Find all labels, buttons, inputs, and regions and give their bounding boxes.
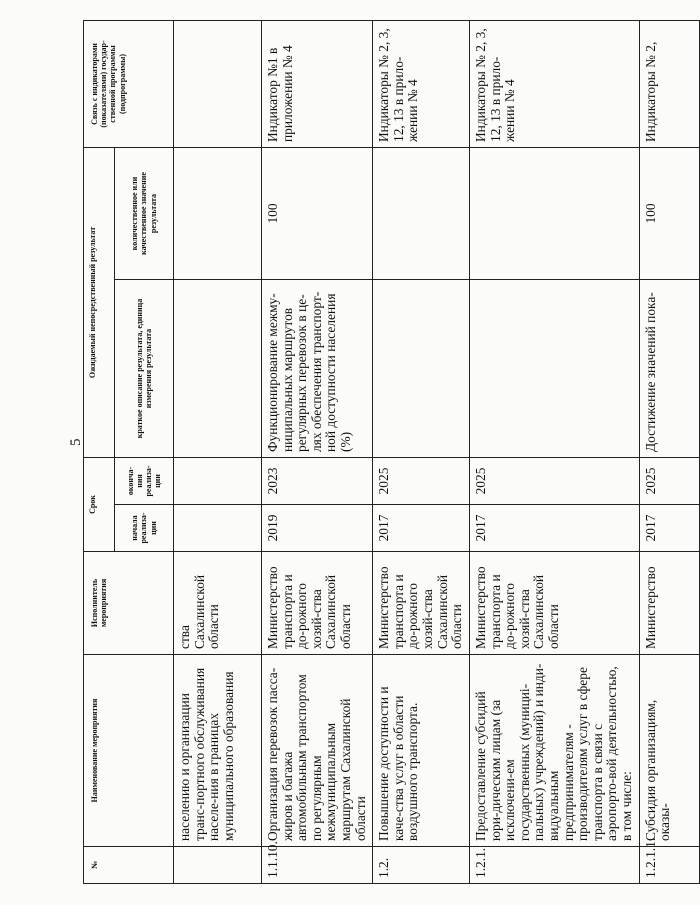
row-start: 2017 [639,505,699,552]
row-end [174,458,262,505]
row-desc [469,280,639,458]
row-link: Индикаторы № 2, 3, 12, 13 в прило-жении № 4 [373,21,470,148]
row-executor: Министерство транспорта и до-рожного хозяй-ства Сахалинской области [373,552,470,655]
row-name: населению и организации транс-портного обслуживания населе-ния в границах муниципального образования [174,655,262,847]
row-start: 2017 [469,505,639,552]
row-desc: Функционирование межму-ниципальных маршрутов регулярных перевозок в це-лях обеспечения транспорт-ной доступности населения (%) [262,280,373,458]
table-row [373,21,470,884]
row-start: 2017 [373,505,470,552]
row-desc [373,280,470,458]
page-number: 5 [68,438,84,446]
row-value [373,148,470,280]
header-term-start: начала реализа-ции [115,505,174,552]
row-link: Индикаторы № 2, 3, 12, 13 в прило-жении № 4 [469,21,639,148]
row-num: 1.2.1.1. [639,847,699,884]
header-term: Срок [84,458,115,552]
row-name: Субсидия организациям, оказы- [639,655,699,847]
row-end: 2023 [262,458,373,505]
row-start: 2019 [262,505,373,552]
row-executor: Министерство [639,552,699,655]
row-desc [174,280,262,458]
row-executor: ства Сахалинской области [174,552,262,655]
row-name: Предоставление субсидий юри-дическим лицам (за исключени-ем государственных (мунициi-пальных) учреждений) и инди-видуальным предпринимателям - производителям услуг в сфере транспорта в связи с аэропорто-вой деятельностью, в том числе: [469,655,639,847]
row-start [174,505,262,552]
rotated-table-container [83,21,673,884]
table-row [639,21,699,884]
row-num [174,847,262,884]
row-end: 2025 [469,458,639,505]
row-executor: Министерство транспорта и до-рожного хозяй-ства Сахалинской области [469,552,639,655]
row-num: 1.1.10. [262,847,373,884]
row-end: 2025 [639,458,699,505]
header-link: Связь с индикаторами (показателями) государ-ственной программы (подпрограммы) [84,21,174,148]
row-num: 1.2. [373,847,470,884]
table-row [469,21,639,884]
row-value: 100 [639,148,699,280]
row-end: 2025 [373,458,470,505]
table-row [174,21,262,884]
row-name: Повышение доступности и каче-ства услуг в области воздушного транспорта. [373,655,470,847]
header-num: № [84,847,174,884]
header-expected-desc: краткое описание результата, единица измерения результата [115,280,174,458]
row-value [469,148,639,280]
row-executor: Министерство транспорта и до-рожного хозяй-ства Сахалинской области [262,552,373,655]
row-name: Организация перевозок пасса-жиров и багажа автомобильным транспортом по регулярным межмуниципальным маршрутам Сахалинской области [262,655,373,847]
row-link: Индикатор №1 в приложении № 4 [262,21,373,148]
header-name: Наименование мероприятия [84,655,174,847]
row-value [174,148,262,280]
header-expected: Ожидаемый непосредственный результат [84,148,115,458]
table-row [262,21,373,884]
measures-table [83,20,700,884]
row-link: Индикаторы № 2, [639,21,699,148]
header-executor: Исполнитель мероприятия [84,552,174,655]
header-term-end: оконча-ния реализа-ции [115,458,174,505]
header-expected-value: количественное или качественное значение результата [115,148,174,280]
row-num: 1.2.1. [469,847,639,884]
row-link [174,21,262,148]
row-value: 100 [262,148,373,280]
row-desc: Достижение значений пока- [639,280,699,458]
